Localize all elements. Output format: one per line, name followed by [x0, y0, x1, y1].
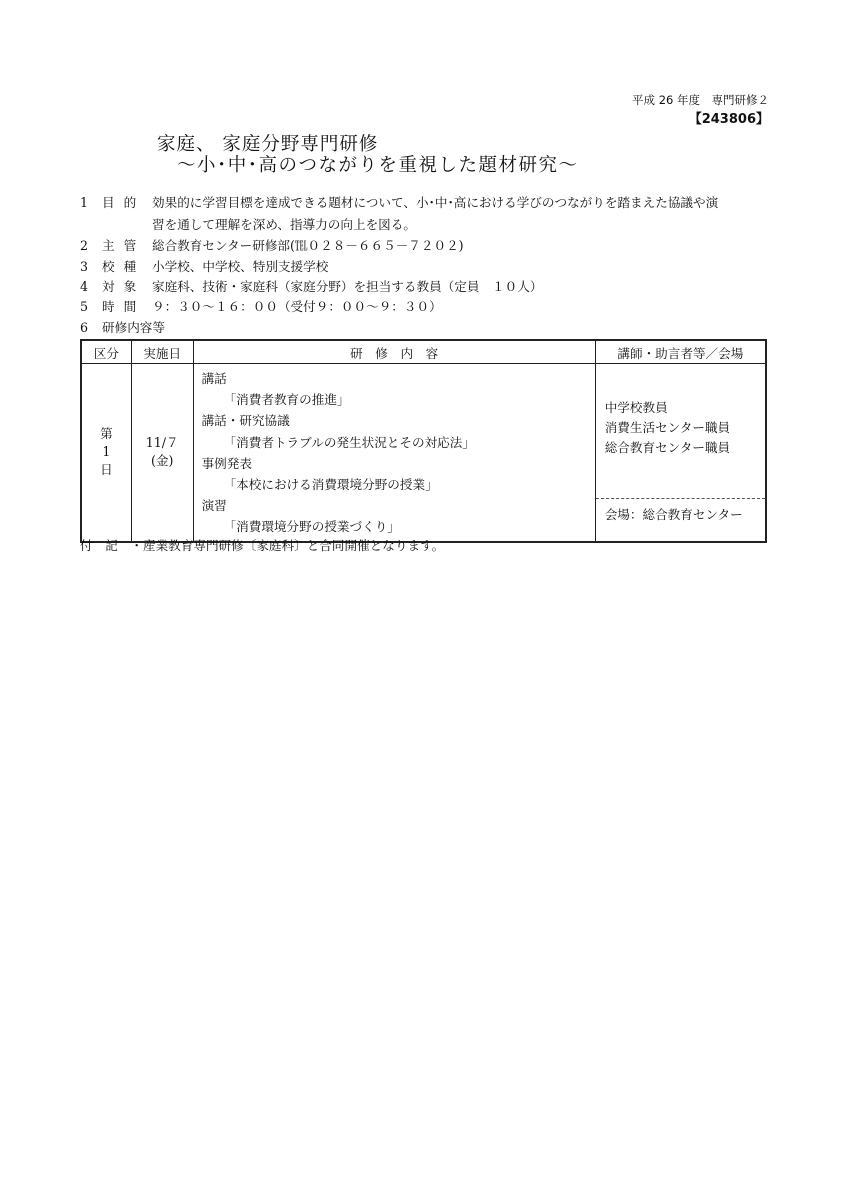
weekday: (金) — [150, 453, 174, 469]
content-cell — [193, 364, 595, 542]
day-cell — [81, 364, 131, 542]
content-line: 「消費環境分野の授業づくり」 — [223, 519, 400, 535]
item-purpose — [80, 193, 718, 212]
item-target — [80, 277, 542, 296]
content-line: 「消費者トラブルの発生状況とその対応法」 — [223, 434, 475, 450]
item-organizer — [80, 236, 464, 255]
day-char: 日 — [100, 462, 113, 478]
item-label: 校種 — [102, 259, 146, 274]
day-char: 第 — [100, 426, 113, 442]
lecturer: 総合教育センター職員 — [604, 440, 731, 455]
content-line: 「消費者教育の推進」 — [223, 392, 350, 408]
item-value: ９：３０～１６：００（受付９：００～９：３０） — [152, 299, 442, 314]
item-purpose-continuation: 習を通して理解を深め、指導力の向上を図る。 — [152, 217, 416, 232]
item-content-heading — [80, 318, 165, 337]
table-row — [81, 364, 766, 542]
training-schedule-table — [80, 339, 767, 543]
venue: 会場：総合教育センター — [596, 498, 765, 527]
item-number: 4 — [80, 279, 89, 294]
lecturer-list — [596, 364, 765, 498]
content-line: 事例発表 — [201, 455, 252, 471]
item-label: 目的 — [102, 195, 146, 210]
table-header-row — [81, 340, 766, 364]
date-value: 11/７ — [145, 435, 179, 451]
header-lecturers: 講師・助言者等／会場 — [595, 340, 766, 364]
item-label: 時間 — [102, 299, 146, 314]
item-value: 効果的に学習目標を達成できる題材について、小･中･高における学びのつながりを踏まえた協議や演 — [152, 195, 719, 210]
content-line: 講話・研究協議 — [201, 413, 290, 429]
item-number: 6 — [80, 320, 89, 335]
footnote: 付 記 ・産業教育専門研修〔家庭科〕と合同開催となります。 — [80, 538, 445, 553]
header-year-line: 平成 26 年度 専門研修２ — [632, 93, 769, 107]
item-label: 研修内容等 — [102, 320, 165, 335]
item-value: 総合教育センター研修部(℡０２８－６６５－７２０２) — [152, 238, 464, 253]
item-label: 主管 — [102, 238, 146, 253]
page-title: 家庭、 家庭分野専門研修 — [157, 134, 379, 155]
content-line: 「本校における消費環境分野の授業」 — [223, 477, 438, 493]
lecturer: 中学校教員 — [604, 400, 668, 415]
day-char: 1 — [102, 444, 111, 460]
header-content: 研 修 内 容 — [193, 340, 595, 364]
course-code: 【243806】 — [688, 112, 769, 127]
content-line: 演習 — [201, 498, 227, 514]
item-number: 3 — [80, 259, 89, 274]
item-label: 対象 — [102, 279, 146, 294]
date-cell — [131, 364, 193, 542]
item-value: 家庭科、技術・家庭科（家庭分野）を担当する教員（定員 １０人） — [152, 279, 543, 294]
item-number: 5 — [80, 299, 89, 314]
item-value: 小学校、中学校、特別支援学校 — [152, 259, 329, 274]
header-category: 区分 — [81, 340, 131, 364]
lecturers-cell — [595, 364, 766, 542]
item-school-type — [80, 257, 328, 276]
item-number: 1 — [80, 195, 89, 210]
header-date: 実施日 — [131, 340, 193, 364]
item-number: 2 — [80, 238, 89, 253]
item-time — [80, 297, 442, 316]
page-subtitle: ～小･中･高のつながりを重視した題材研究～ — [177, 155, 579, 176]
lecturer: 消費生活センター職員 — [604, 420, 731, 435]
content-line: 講話 — [201, 371, 227, 386]
